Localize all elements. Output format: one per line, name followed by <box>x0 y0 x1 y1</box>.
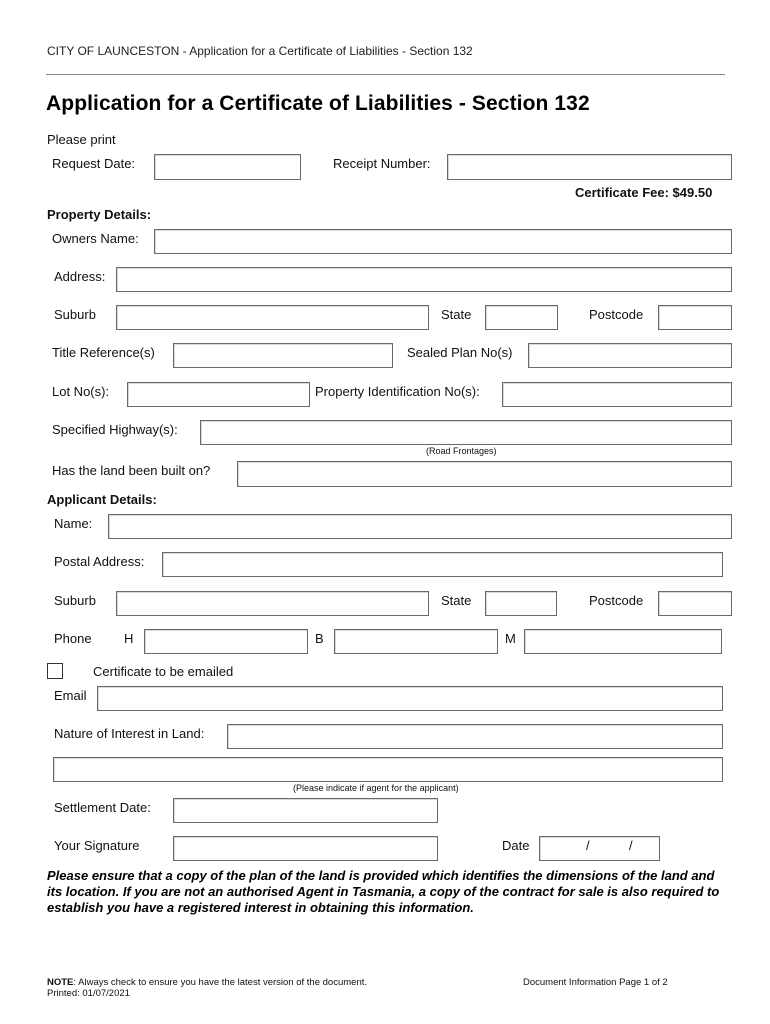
address-label: Address: <box>54 269 106 284</box>
owners-name-field[interactable] <box>154 229 732 254</box>
sealed-plan-label: Sealed Plan No(s) <box>407 345 513 360</box>
address-field[interactable] <box>116 267 732 292</box>
phone-home-label: H <box>124 631 134 646</box>
applicant-postcode-field[interactable] <box>658 591 732 616</box>
property-suburb-label: Suburb <box>54 307 96 322</box>
specified-highways-label: Specified Highway(s): <box>52 422 178 437</box>
plan-notice: Please ensure that a copy of the plan of the land is provided which identifies the dimensions of the land and its location. If you are not an authorised Agent in Tasmania, a copy of the contract for sale is also required to establish you have a registered interest in obtaining this information. <box>47 868 720 915</box>
applicant-name-field[interactable] <box>108 514 732 539</box>
header-divider <box>46 74 725 75</box>
applicant-state-field[interactable] <box>485 591 557 616</box>
owners-name-label: Owners Name: <box>52 231 139 246</box>
footer-note <box>47 977 367 988</box>
request-date-label: Request Date: <box>52 156 136 171</box>
footer-note-text: : Always check to ensure you have the latest version of the document. <box>73 977 367 988</box>
email-certificate-checkbox[interactable] <box>47 663 63 679</box>
signature-date-field[interactable] <box>539 836 660 861</box>
property-id-field[interactable] <box>502 382 732 407</box>
sealed-plan-field[interactable] <box>528 343 732 368</box>
email-label: Email <box>54 688 87 703</box>
applicant-details-heading: Applicant Details: <box>47 492 157 507</box>
printed-date: Printed: 01/07/2021 <box>47 988 130 999</box>
document-info: Document Information Page 1 of 2 <box>523 977 668 988</box>
built-on-label: Has the land been built on? <box>52 463 211 478</box>
applicant-postcode-label: Postcode <box>589 593 644 608</box>
date-separator-2: / <box>629 838 633 853</box>
date-label: Date <box>502 838 530 853</box>
please-print-note: Please print <box>47 132 116 147</box>
property-suburb-field[interactable] <box>116 305 429 330</box>
title-reference-label: Title Reference(s) <box>52 345 155 360</box>
form-title: Application for a Certificate of Liabilities - Section 132 <box>46 92 590 115</box>
specified-highways-field[interactable] <box>200 420 732 445</box>
phone-mobile-field[interactable] <box>524 629 722 654</box>
settlement-date-field[interactable] <box>173 798 438 823</box>
phone-home-field[interactable] <box>144 629 308 654</box>
receipt-number-label: Receipt Number: <box>333 156 431 171</box>
nature-of-interest-field[interactable] <box>227 724 723 749</box>
postal-address-label: Postal Address: <box>54 554 145 569</box>
certificate-fee: Certificate Fee: $49.50 <box>575 185 713 200</box>
settlement-date-label: Settlement Date: <box>54 800 151 815</box>
phone-business-label: B <box>315 631 324 646</box>
signature-field[interactable] <box>173 836 438 861</box>
date-separator-1: / <box>586 838 590 853</box>
property-id-label: Property Identification No(s): <box>315 384 480 399</box>
applicant-suburb-field[interactable] <box>116 591 429 616</box>
nature-of-interest-label: Nature of Interest in Land: <box>54 726 205 741</box>
property-state-label: State <box>441 307 472 322</box>
postal-address-field[interactable] <box>162 552 723 577</box>
email-certificate-label: Certificate to be emailed <box>93 664 234 679</box>
email-field[interactable] <box>97 686 723 711</box>
agent-note: (Please indicate if agent for the applicant) <box>293 783 459 793</box>
receipt-number-field[interactable] <box>447 154 732 180</box>
property-state-field[interactable] <box>485 305 558 330</box>
title-reference-field[interactable] <box>173 343 393 368</box>
lot-no-label: Lot No(s): <box>52 384 110 399</box>
applicant-name-label: Name: <box>54 516 93 531</box>
applicant-suburb-label: Suburb <box>54 593 96 608</box>
property-details-heading: Property Details: <box>47 207 152 222</box>
property-postcode-field[interactable] <box>658 305 732 330</box>
lot-no-field[interactable] <box>127 382 310 407</box>
request-date-field[interactable] <box>154 154 301 180</box>
phone-business-field[interactable] <box>334 629 498 654</box>
footer-note-label: NOTE <box>47 977 74 988</box>
phone-label: Phone <box>54 631 92 646</box>
road-frontages-note: (Road Frontages) <box>426 446 497 456</box>
nature-of-interest-continued-field[interactable] <box>53 757 723 782</box>
signature-label: Your Signature <box>54 838 140 853</box>
applicant-state-label: State <box>441 593 472 608</box>
phone-mobile-label: M <box>505 631 516 646</box>
property-postcode-label: Postcode <box>589 307 644 322</box>
built-on-field[interactable] <box>237 461 732 487</box>
page-header: CITY OF LAUNCESTON - Application for a Certificate of Liabilities - Section 132 <box>47 44 473 58</box>
